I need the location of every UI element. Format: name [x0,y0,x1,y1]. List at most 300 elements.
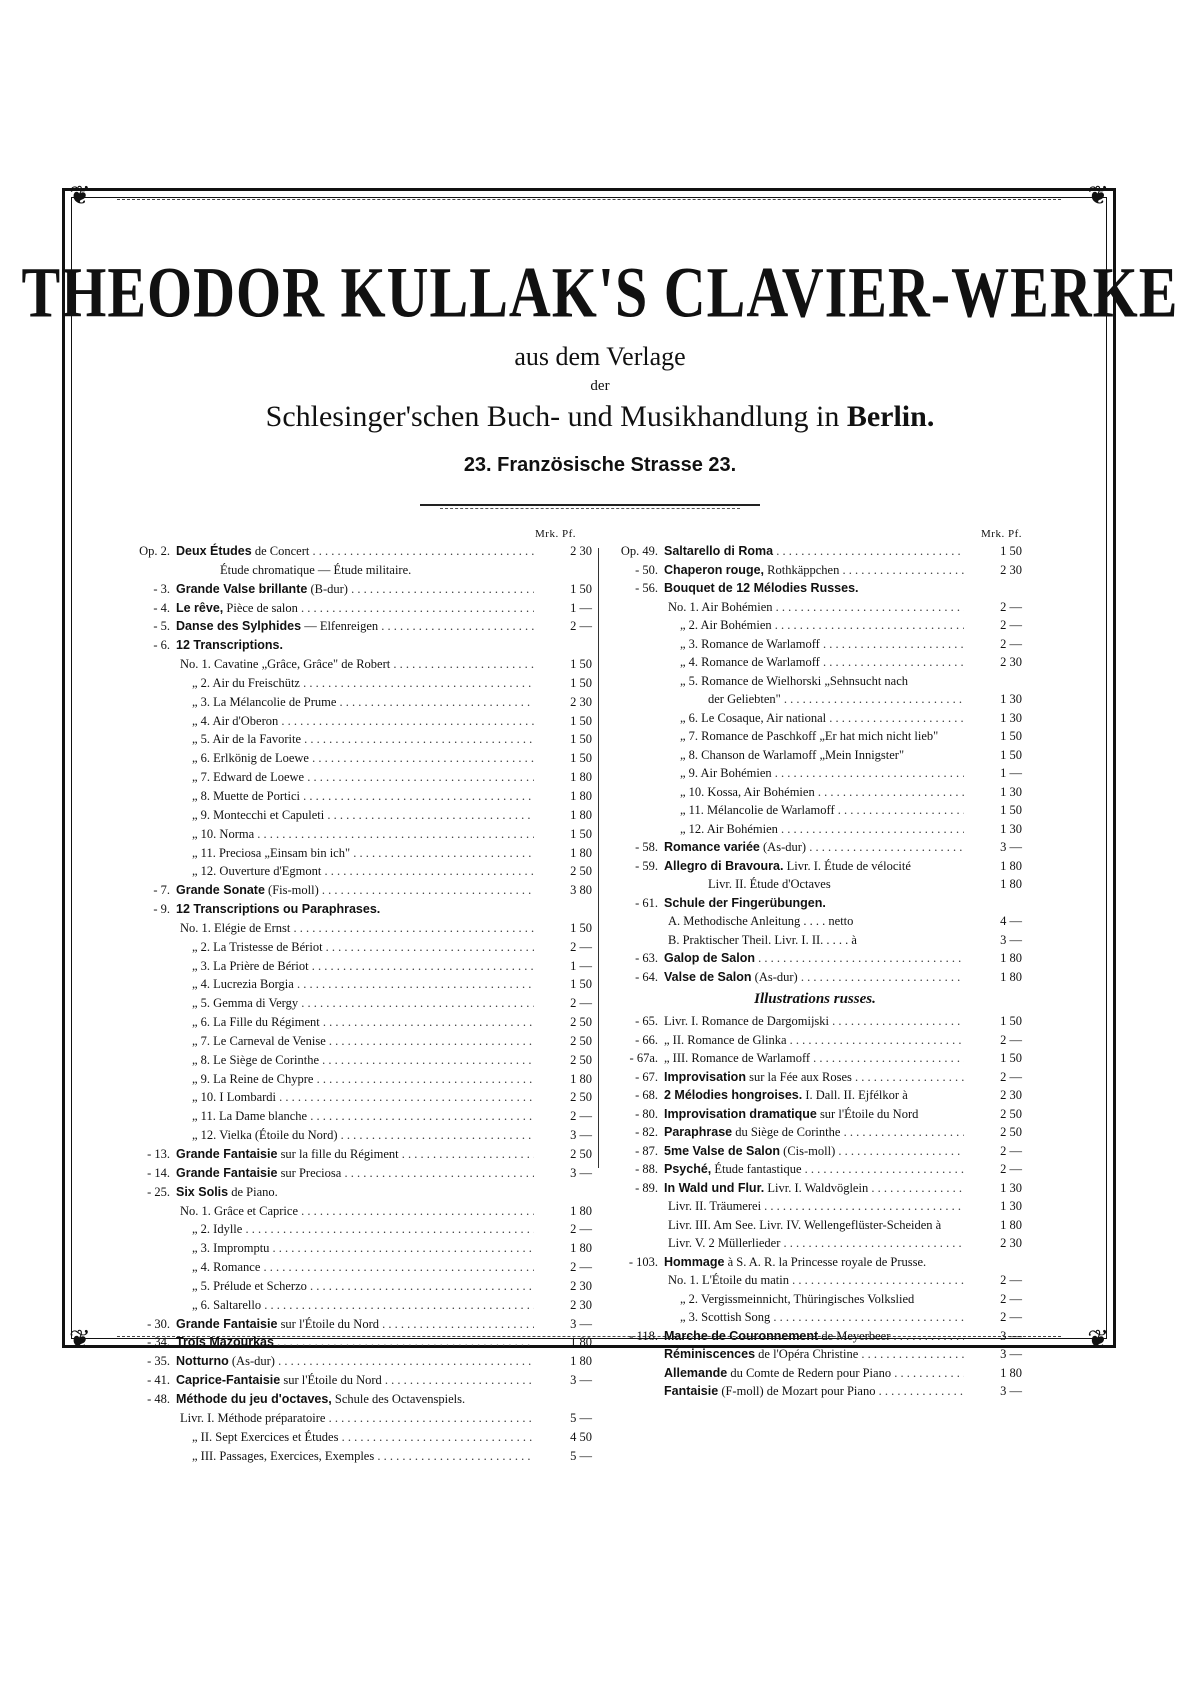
catalog-entry [608,1086,1022,1105]
publisher-text: Schlesinger'schen Buch- und Musikhandlung in [265,400,847,433]
entry-title-detail: „ 11. Preciosa „Einsam bin ich" [192,845,351,860]
entry-price: 2 50 [570,1033,592,1048]
entry-title-detail: Étude chromatique — Étude militaire. [220,562,412,577]
entry-price: 3 — [1000,1347,1022,1361]
entry-title-detail: Livr. I. Waldvöglein [764,1180,869,1195]
entry-title-detail: Livr. II. Étude d'Octaves [708,877,831,891]
entry-title-detail: der Geliebten" [708,692,781,706]
entry-title [176,1315,534,1334]
catalog-entry [120,1352,592,1371]
catalog-entry [608,1364,1022,1383]
entry-title [664,1179,964,1198]
entry-price: 2 30 [1000,562,1022,577]
entry-title-bold: Caprice-Fantaisie [176,1373,281,1388]
catalog-entry [120,957,592,976]
entry-title [176,1333,534,1352]
opus-number: - 88. [635,1162,658,1176]
entry-title-detail: „ 5. Air de la Favorite [192,732,301,747]
entry-price: 1 — [1000,766,1022,780]
catalog-entry [608,1216,1022,1235]
top-dashed-rule [117,199,1061,200]
catalog-entry [608,1179,1022,1198]
catalog-entry [608,635,1022,654]
section-heading: Illustrations russes. [754,991,876,1007]
entry-title-detail: „ 12. Ouverture d'Egmont [192,864,322,879]
opus-number: - 50. [635,562,658,577]
entry-title-bold: 5me Valse de Salon [664,1143,781,1158]
entry-price: 1 50 [1000,1051,1022,1065]
entry-price: 1 30 [1000,1199,1022,1213]
entry-title [192,787,534,806]
entry-price: 2 — [1000,1069,1022,1084]
entry-title-detail: „ 12. Vielka (Étoile du Nord) [192,1128,338,1143]
entry-price: 2 — [1000,618,1022,632]
entry-title [192,862,534,881]
catalog-entry [608,616,1022,635]
entry-title-detail: „ 11. Mélancolie de Warlamoff [680,803,835,817]
entry-price: 2 30 [570,1278,592,1293]
catalog-entry [120,768,592,787]
catalog-entry [608,653,1022,672]
catalog-entry [608,931,1022,950]
opus-number: - 87. [635,1143,658,1158]
entry-price: 5 — [570,1410,592,1425]
entry-title-bold: Psyché, [664,1162,712,1176]
entry-title [664,838,964,857]
entry-title-detail: „ 3. La Mélancolie de Prume [192,694,337,709]
entry-title-detail: du Comte de Redern pour Piano [727,1365,892,1380]
catalog-entry [120,1088,592,1107]
entry-title-bold: Marche de Couronnement [664,1328,819,1343]
entry-title [192,768,534,787]
catalog-entry [608,1160,1022,1179]
entry-price: 3 — [570,1128,592,1143]
catalog-entry [120,1409,592,1428]
entry-title-detail: No. 1. Cavatine „Grâce, Grâce" de Robert [180,657,391,672]
entry-price: 2 — [1000,1273,1022,1287]
entry-price: 1 50 [570,675,592,690]
entry-price: 5 — [570,1448,592,1463]
entry-title-detail: „ 3. Scottish Song [680,1310,771,1324]
entry-title-detail: No. 1. Air Bohémien [668,599,773,614]
entry-title-bold: Fantaisie [664,1384,719,1398]
catalog-entry [608,949,1022,968]
catalog-entry [608,1253,1022,1272]
entry-title [664,579,964,598]
column-separator [598,548,599,1168]
entry-title-detail: „ 7. Le Carneval de Venise [192,1033,326,1048]
entry-title-detail: „ 3. Romance de Warlamoff [680,636,820,651]
entry-title-detail: „ 11. La Dame blanche [192,1109,308,1124]
opus-number: - 66. [635,1032,658,1047]
entry-title-detail: du Siège de Corinthe [732,1125,841,1139]
entry-price: 1 80 [1000,877,1022,891]
entry-title-bold: In Wald und Flur. [664,1180,765,1195]
entry-title [664,1012,964,1031]
entry-price: 1 50 [1000,747,1022,762]
entry-title-detail: (As-dur) [759,840,807,854]
catalog-entry [608,1105,1022,1124]
opus-number: - 59. [635,858,658,873]
entry-title-detail: „ II. Sept Exercices et Études [192,1429,339,1444]
catalog-entry [120,844,592,863]
entry-price: 3 80 [570,883,592,898]
entry-title [664,1253,964,1272]
entry-title-bold: Grande Fantaisie [176,1165,278,1180]
catalog-entry [120,1126,592,1145]
catalog-entry [608,1382,1022,1401]
entry-title-bold: Trois Mazourkas [176,1335,274,1350]
opus-number: - 63. [635,951,658,965]
entry-title-detail: „ 6. La Fille du Régiment [192,1015,320,1030]
entry-title-detail: A. Methodische Anleitung . . . . netto [668,914,854,928]
entry-price: 2 50 [570,864,592,879]
entry-title [176,881,534,900]
opus-number: - 4. [153,600,170,615]
entry-title-detail: „ 6. Erlkönig de Loewe [192,751,309,766]
opus-number: - 14. [147,1165,170,1180]
entry-title-bold: Le rêve, [176,600,224,615]
entry-title-detail: B. Praktischer Theil. Livr. I. II. . . . . à [668,932,857,947]
entry-title-bold: Allemande [664,1365,728,1380]
entry-price: 1 80 [570,845,592,860]
entry-title [192,825,534,844]
catalog-entry [608,857,1022,876]
opus-number: - 103. [628,1254,658,1269]
catalog-entry [120,674,592,693]
entry-title-bold: Six Solis [176,1184,229,1199]
entry-title-bold: Grande Fantaisie [176,1316,278,1331]
entry-title-detail: „ 6. Saltarello [192,1297,262,1312]
opus-number: - 13. [147,1147,170,1161]
entry-title [664,894,964,913]
price-column-header: Mrk. Pf. [981,528,1022,540]
entry-title [664,1105,964,1124]
entry-title-detail: „ 9. Air Bohémien [680,766,772,780]
entry-title [192,1239,534,1258]
entry-title [176,580,534,599]
entry-price: 1 50 [1000,1014,1022,1028]
entry-title [192,712,534,731]
entry-title-detail: sur la fille du Régiment [277,1147,399,1161]
entry-title-detail: No. 1. Elégie de Ernst [180,920,291,935]
catalog-entry [120,1070,592,1089]
entry-title-detail: Livr. V. 2 Müllerlieder [668,1236,781,1250]
opus-number: - 30. [147,1316,170,1331]
entry-title [664,1382,964,1401]
subtitle-verlag: aus dem Verlage [514,342,686,371]
entry-price: 2 50 [570,1090,592,1105]
entry-title-bold: Valse de Salon [664,969,752,984]
entry-title-detail: „ II. Romance de Glinka [664,1032,787,1047]
opus-number: - 67. [635,1069,658,1084]
catalog-entry [608,1197,1022,1216]
entry-title-detail: „ 8. Chanson de Warlamoff „Mein Innigster" [680,747,905,762]
opus-number: - 41. [147,1373,170,1388]
entry-title [192,1277,534,1296]
opus-number: - 61. [635,895,658,910]
opus-number: - 7. [153,883,170,898]
entry-price: 3 — [570,1316,592,1331]
catalog-entry [120,580,592,599]
catalog-entry [608,783,1022,802]
catalog-entry [120,561,592,580]
entry-title-detail: No. 1. Grâce et Caprice [180,1203,298,1218]
entry-title-detail: (As-dur) [228,1354,275,1369]
entry-title-bold: Saltarello di Roma [664,544,774,558]
catalog-entry [120,1107,592,1126]
catalog-entry [120,730,592,749]
entry-title-detail: „ 7. Edward de Loewe [192,770,305,785]
catalog-entry [608,579,1022,598]
entry-price: 2 50 [1000,1106,1022,1121]
entry-price: 2 — [570,996,592,1011]
catalog-entry [608,598,1022,617]
corner-ornament-icon: ❦ [69,1325,91,1355]
entry-title [680,709,964,728]
entry-title [192,1258,534,1277]
subtitle-der: der [590,378,610,394]
opus-number: - 25. [147,1184,170,1199]
entry-title [680,1308,964,1327]
entry-title [176,617,534,636]
entry-title-bold: Méthode du jeu d'octaves, [176,1391,332,1406]
entry-title [668,1271,964,1290]
entry-title-detail: „ 4. Romance [192,1260,261,1275]
entry-price: 1 80 [570,807,592,822]
entry-title [176,1371,534,1390]
entry-title [176,1352,534,1371]
entry-title [176,1183,534,1202]
entry-price: 1 80 [570,1354,592,1369]
opus-number: - 5. [153,619,170,634]
entry-title-bold: Bouquet de 12 Mélodies Russes. [664,581,859,595]
entry-title [680,727,964,746]
entry-title [668,598,964,617]
catalog-entry [120,938,592,957]
entry-price: 1 80 [570,1071,592,1086]
entry-title [192,1296,534,1315]
catalog-entry [120,749,592,768]
catalog-entry [608,968,1022,987]
opus-number: - 80. [635,1106,658,1121]
entry-price: 1 — [570,600,592,615]
entry-price: 1 80 [570,788,592,803]
entry-title-detail: „ 12. Air Bohémien [680,821,778,836]
opus-number: - 35. [147,1354,170,1369]
entry-price: 1 50 [570,581,592,596]
corner-ornament-icon: ❦ [1087,181,1109,211]
entry-title [176,900,534,919]
entry-title-bold: Chaperon rouge, [664,562,765,577]
entry-title-detail: „ 2. Air du Freischütz [192,675,300,690]
catalog-entry [608,1290,1022,1309]
catalog-entry [608,542,1022,561]
entry-price: 2 30 [570,544,592,558]
entry-title [176,542,534,561]
entry-title [220,561,534,580]
entry-price: 2 — [1000,1310,1022,1324]
entry-title-detail: „ 6. Le Cosaque, Air national [680,710,827,725]
entry-title-detail: sur l'Étoile du Nord [280,1373,382,1388]
entry-title [192,1126,534,1145]
entry-title [680,672,964,691]
catalog-entry [608,672,1022,691]
entry-title [680,783,964,802]
entry-title [192,957,534,976]
entry-title-detail: de Concert [251,544,310,558]
entry-price: 2 30 [570,1297,592,1312]
entry-title [680,801,964,820]
publisher-city: Berlin. [846,400,935,433]
entry-price: 2 — [1000,1143,1022,1158]
catalog-entry [120,1013,592,1032]
entry-title-detail: sur l'Étoile du Nord [277,1316,379,1331]
entry-title-detail: „ 2. Air Bohémien [680,618,772,632]
entry-title-detail: (Cis-moll) [780,1143,836,1158]
entry-title-detail: „ 3. La Prière de Bériot [192,958,309,973]
catalog-entry [608,801,1022,820]
catalog-entry [120,994,592,1013]
entry-price: 1 80 [570,770,592,785]
entry-title [192,938,534,957]
entry-price: 1 50 [1000,544,1022,558]
entry-title [192,674,534,693]
catalog-entry [120,1202,592,1221]
entry-price: 3 — [1000,1384,1022,1398]
entry-price: 3 — [1000,932,1022,947]
catalog-entry [120,1371,592,1390]
entry-title-detail: „ 10. Kossa, Air Bohémien [680,784,815,799]
entry-title [192,1032,534,1051]
entry-title-detail: Schule des Octavenspiels. [331,1391,466,1406]
entry-title [192,806,534,825]
opus-number: - 58. [635,840,658,854]
entry-price: 1 — [570,958,592,973]
entry-price: 1 80 [570,1335,592,1350]
catalog-entry [120,1051,592,1070]
entry-title [664,1142,964,1161]
entry-price: 1 50 [1000,803,1022,817]
catalog-column-right [608,528,1022,1401]
entry-title [192,844,534,863]
entry-title-bold: Grande Valse brillante [176,581,308,596]
entry-price: 2 — [570,619,592,634]
entry-title-detail: „ 10. Norma [192,826,255,841]
entry-title [180,919,534,938]
catalog-entry [120,693,592,712]
entry-title-bold: Improvisation [664,1069,746,1084]
entry-price: 2 — [570,1260,592,1275]
entry-price: 4 50 [570,1429,592,1444]
entry-price: 1 50 [570,826,592,841]
catalog-entry [120,1220,592,1239]
entry-title [680,635,964,654]
catalog-entry [120,542,592,561]
entry-price: 1 80 [570,1241,592,1256]
entry-title-bold: Notturno [176,1354,229,1369]
entry-price: 1 30 [1000,710,1022,725]
entry-title-detail: Livr. I. Étude de vélocité [783,858,911,873]
entry-title [680,820,964,839]
entry-title [664,542,964,561]
catalog-entry [608,912,1022,931]
catalog-entry [120,1239,592,1258]
entry-title-bold: Romance variée [664,840,760,854]
entry-title-detail: sur Preciosa [277,1165,342,1180]
entry-price: 1 80 [1000,951,1022,965]
catalog-entry [120,1315,592,1334]
entry-title [176,1145,534,1164]
catalog-entry [608,1234,1022,1253]
catalog-entry [120,806,592,825]
entry-title [664,857,964,876]
entry-title [192,1088,534,1107]
entry-title-detail: Livr. III. Am See. Livr. IV. Wellengeflüster-Scheiden à [668,1217,942,1232]
page-title: THEODOR KULLAK'S CLAVIER-WERKE [21,251,1179,333]
catalog-entry [608,727,1022,746]
entry-price: 1 50 [570,751,592,766]
entry-title-detail: „ 10. I Lombardi [192,1090,277,1105]
catalog-entry [120,1296,592,1315]
entry-price: 1 50 [570,713,592,728]
entry-title-bold: Allegro di Bravoura. [664,858,784,873]
entry-price: 3 — [570,1165,592,1180]
catalog-entry [120,881,592,900]
opus-number: - 48. [147,1391,170,1406]
catalog-entry [120,599,592,618]
entry-title-detail: Rothkäppchen [764,562,840,577]
entry-price: 1 80 [570,1203,592,1218]
entry-title [664,1086,964,1105]
catalog-entry [120,712,592,731]
catalog-entry [608,746,1022,765]
entry-title [664,1068,964,1087]
entry-title [680,746,964,765]
catalog-entry [608,1327,1022,1346]
entry-title-detail: (F-moll) de Mozart pour Piano [718,1384,876,1398]
entry-title [680,1290,964,1309]
entry-price: 1 80 [1000,1365,1022,1380]
entry-title-detail: (Fis-moll) [264,883,319,898]
entry-title-bold: Réminiscences [664,1347,756,1361]
entry-title-bold: Paraphrase [664,1125,733,1139]
entry-price: 2 50 [1000,1125,1022,1139]
catalog-column-left [120,528,592,1465]
entry-title-detail: „ 5. Romance de Wielhorski „Sehnsucht nach [680,673,909,688]
entry-title-detail: de l'Opéra Christine [755,1347,859,1361]
opus-number: - 118. [629,1328,658,1343]
entry-title-detail: (As-dur) [751,969,798,984]
entry-price: 2 30 [1000,655,1022,669]
entry-title-bold: Galop de Salon [664,951,755,965]
entry-title [192,749,534,768]
entry-title [192,730,534,749]
entry-title [664,949,964,968]
catalog-entry [608,1068,1022,1087]
entry-title-detail: „ 4. Air d'Oberon [192,713,279,728]
entry-title-detail: „ 9. La Reine de Chypre [192,1071,314,1086]
entry-title-detail: „ 5. Gemma di Vergy [192,996,299,1011]
entry-title [180,655,534,674]
entry-price: 2 — [1000,1291,1022,1306]
catalog-entry [120,900,592,919]
corner-ornament-icon: ❦ [1087,1325,1109,1355]
catalog-entry [120,636,592,655]
catalog-entry [608,1049,1022,1068]
entry-price: 2 50 [570,1015,592,1030]
entry-title [680,764,964,783]
